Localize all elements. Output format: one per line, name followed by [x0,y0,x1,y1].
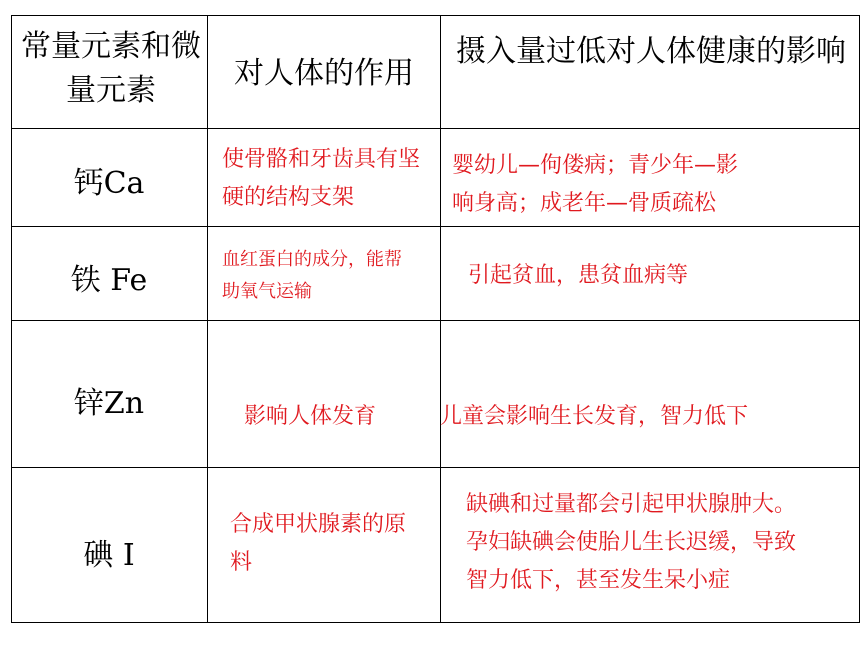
effect-zinc: 儿童会影响生长发育，智力低下 [440,404,749,429]
table-divider [11,128,860,129]
table-border-bottom [11,622,860,623]
element-iron: 铁 Fe [70,263,148,298]
table-column-divider [207,15,208,623]
effect-iodine: 缺碘和过量都会引起甲状腺肿大。孕妇缺碘会使胎儿生长迟缓，导致智力低下，甚至发生呆小症 [466,492,797,593]
table-border-top [11,15,860,16]
header-element-type: 常量元素和微量元素 [21,29,201,108]
table-divider [11,320,860,321]
function-iodine: 合成甲状腺素的原料 [230,512,407,575]
header-deficiency-effect: 摄入量过低对人体健康的影响 [456,34,846,69]
header-function: 对人体的作用 [234,56,414,91]
effect-iron: 引起贫血，患贫血病等 [468,263,689,288]
function-zinc: 影响人体发育 [244,404,377,429]
element-iodine: 碘 I [83,538,135,573]
table-divider [11,226,860,227]
table-divider [11,467,860,468]
element-calcium: 钙Ca [73,166,145,201]
effect-calcium: 婴幼儿—佝偻病；青少年—影响身高；成老年—骨质疏松 [452,153,739,216]
function-calcium: 使骨骼和牙齿具有坚硬的结构支架 [222,147,421,210]
element-zinc: 锌Zn [73,386,145,421]
table-column-divider [440,15,441,623]
function-iron: 血红蛋白的成分，能帮助氧气运输 [222,249,402,302]
